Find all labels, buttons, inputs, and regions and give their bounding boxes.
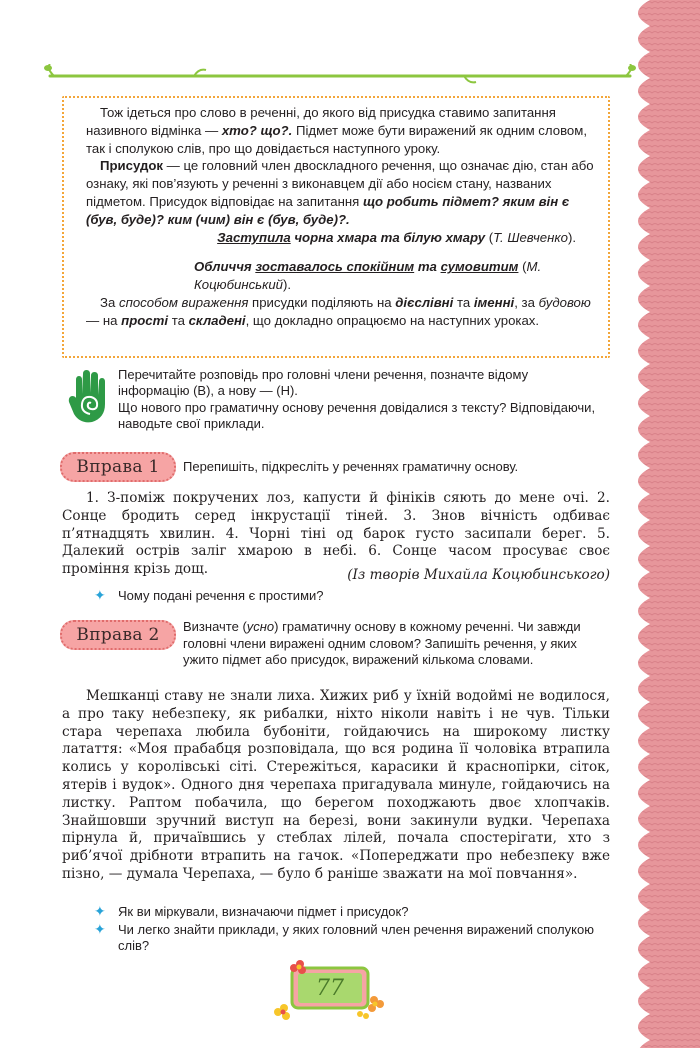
reflection-task: [118, 367, 598, 433]
sparkle-bullet-icon: ✦: [94, 903, 106, 919]
text-run: та: [414, 259, 441, 275]
text-run: складені: [188, 312, 246, 328]
rule-example-1: [86, 229, 594, 247]
text-run: ).: [567, 229, 576, 245]
exercise-1-source: (Із творів Михайла Коцюбинського): [347, 567, 610, 583]
exercise-2-badge: Вправа 2: [60, 620, 176, 650]
text-run: хто? що?.: [221, 122, 293, 138]
text-run: сумовитим: [440, 259, 519, 275]
text-run: зоставалось спокійним: [255, 259, 415, 275]
sparkle-bullet-icon: ✦: [94, 921, 106, 937]
text-run: М. Коцюбинський: [194, 259, 542, 293]
exercise-2-question-1-text: Як ви міркували, визначаючи підмет і присудок?: [118, 904, 409, 919]
exercise-1-question-text: Чому подані речення є простими?: [118, 588, 324, 603]
decorative-vine: [44, 64, 636, 86]
text-run: ) граматичну основу в кожному реченні. Чи завжди головні члени виражені одним словом? Запишіть речення, у яких ужито підмет або присудок, виражений кількома словами.: [183, 619, 581, 668]
reflection-task-line-1: Перечитайте розповідь про головні члени речення, позначте відому інформацію (В), а нову — (Н).: [118, 367, 529, 399]
theory-box: [62, 96, 610, 358]
text-run: прості: [121, 312, 169, 328]
exercise-2-question-1: [94, 903, 598, 920]
text-run: Визначте (: [183, 619, 247, 634]
reflection-task-line-2: Що нового про граматичну основу речення довідалися з тексту? Відповідаючи, наводьте свої приклади.: [118, 399, 596, 432]
text-run: усно: [246, 619, 275, 634]
exercise-1-text: 1. З-поміж покручених лоз, капусти й фініків сяють до мене очі. 2. Сонце бродить серед інкрустації тіней. 3. Знов вічність одбиває п’ятнадцять хвилин. 4. Чорні тіні од барок густо засипали берег. 5. Далекий острів заліг хмарою в небі. 6. Сонце часом просуває своє проміння крізь дощ.: [62, 490, 610, 578]
text-run: , за: [514, 294, 539, 310]
sparkle-bullet-icon: ✦: [94, 587, 106, 603]
text-run: Присудок: [100, 158, 164, 174]
text-run: іменні: [473, 294, 515, 310]
text-run: та: [168, 312, 189, 328]
text-run: способом вираження: [118, 294, 249, 310]
text-run: будовою: [538, 294, 591, 310]
text-run: — на: [86, 312, 122, 328]
text-run: що робить підмет? яким він є (був, буде)? ким (чим) він є (був, буде)?.: [86, 193, 570, 227]
text-run: (: [485, 229, 494, 245]
exercise-1-question: [94, 587, 598, 604]
text-run: Т. Шевченко: [493, 229, 568, 245]
text-run: дієслівні: [395, 294, 454, 310]
rule-paragraph-classification: [86, 294, 594, 330]
exercise-1-badge: Вправа 1: [60, 452, 176, 482]
text-run: Підмет може бути виражений як одним словом, так і сполукою слів, про що довідається наступного уроку.: [86, 122, 587, 156]
exercise-2-text: Мешканці ставу не знали лиха. Хижих риб у їхній водоймі не водилося, а про таку небезпеку, як рибалки, ніхто ніколи навіть і не чув. Тільки стара черепаха любила бубоніти, гойдаючись на широкому листку латаття: «Моя прабабця розповідала, що вся родина її чоловіка втрапила колись у королівські сіті. Стережіться, карасики й краснопірки, сіток, ятерів і вудок». Одного дня черепаха пригадувала минуле, гойдаючись на листку. Раптом побачила, що берегом походжають двоє хлопчаків. Знайшовши зручний виступ на березі, вони закинули вудки. Черепаха пірнула й, причаївшись у стеблах лілей, почала спостерігати, хто з риб’ячої дрібноти втрапить на гачок. «Попереджати про небезпеку вже пізно, — думала Черепаха, — було б раніше зважати на мої повчання».: [62, 688, 610, 882]
text-run: та: [453, 294, 474, 310]
hand-icon: [68, 368, 110, 426]
text-run: (: [518, 259, 527, 275]
text-run: Обличчя: [194, 259, 256, 275]
decorative-pink-edge: [622, 0, 700, 1048]
text-run: чорна хмара та білую хмару: [290, 229, 486, 245]
exercise-2-question-2: [94, 921, 598, 955]
page-number: 77: [316, 975, 344, 1001]
exercise-1-task: Перепишіть, підкресліть у реченнях граматичну основу.: [183, 459, 519, 474]
exercise-2-task: [183, 619, 613, 669]
text-run: ).: [283, 277, 292, 293]
text-run: , що докладно опрацюємо на наступних уроках.: [245, 312, 540, 328]
text-run: За: [100, 294, 119, 310]
exercise-2-question-2-text: Чи легко знайти приклади, у яких головний член речення виражений сполукою слів?: [118, 922, 594, 954]
rule-paragraph-predicate: [86, 157, 594, 228]
text-run: присудки поділяють на: [248, 294, 396, 310]
text-run: Заступила: [217, 229, 291, 245]
rule-paragraph-subject: [86, 104, 594, 157]
page-number-badge: [270, 956, 390, 1020]
text-run: — це головний член двоскладного речення, що означає дію, стан або ознаку, які пов’язують у реченні з виконавцем дії або носієм стану, названих підметом. Присудок відповідає на запитання: [86, 158, 594, 209]
text-run: Тож ідеться про слово в реченні, до якого від присудка ставимо запитання називного відмінка —: [86, 105, 556, 138]
rule-example-2: [86, 258, 594, 294]
